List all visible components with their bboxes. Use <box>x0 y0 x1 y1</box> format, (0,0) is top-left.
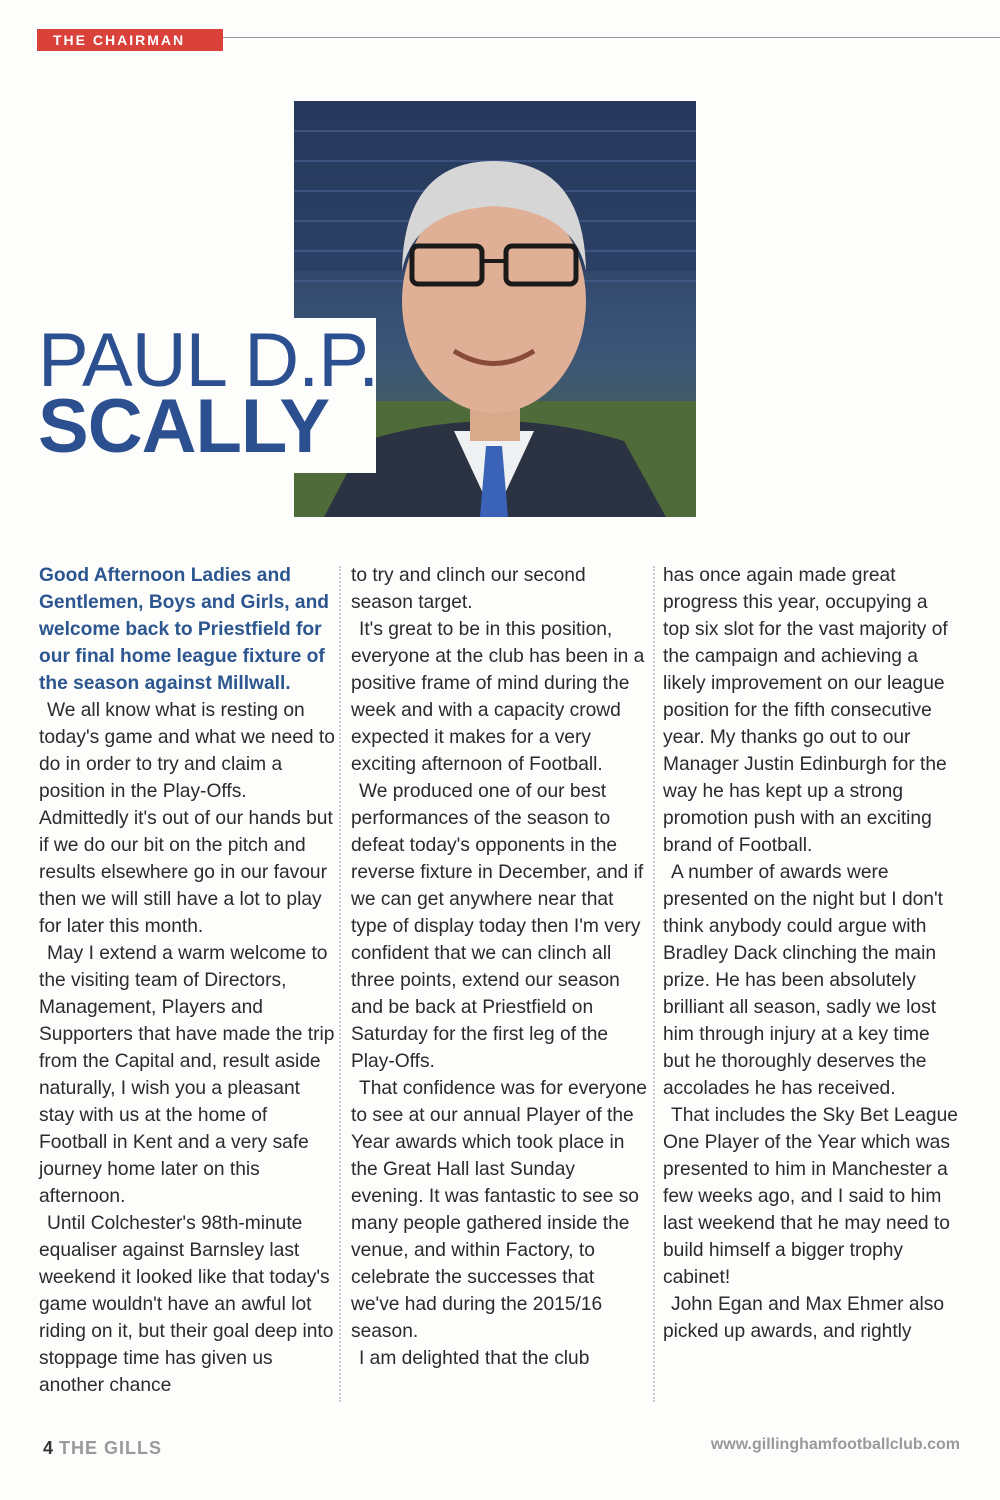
paragraph: We all know what is resting on today's game and what we need to do in order to try and claim a position in the Play-Offs. Admittedly it's out of our hands but if we do our bit on the pitch and results elsewhere go in our favour then we will still have a lot to play for later this month. <box>39 700 335 937</box>
paragraph: It's great to be in this position, everyone at the club has been in a positive frame of mind during the week and with a capacity crowd expected it makes for a very exciting afternoon of Football. <box>351 619 645 775</box>
paragraph: May I extend a warm welcome to the visiting team of Directors, Management, Players and Supporters that have made the trip from the Capital and, result aside naturally, I wish you a pleasant stay with us at the home of Football in Kent and a very safe journey home later on this afternoon. <box>39 943 335 1207</box>
article-column-3 <box>663 562 959 1345</box>
page-title <box>38 318 379 469</box>
article-column-1 <box>39 562 335 1399</box>
paragraph: to try and clinch our second season target. <box>351 565 586 613</box>
paragraph: That includes the Sky Bet League One Player of the Year which was presented to him in Manchester a few weeks ago, and I said to him last weekend that he may need to build himself a bigger trophy cabinet! <box>663 1105 958 1288</box>
lead-paragraph: Good Afternoon Ladies and Gentlemen, Boys and Girls, and welcome back to Priestfield for our final home league fixture of the season against Millwall. <box>39 565 330 694</box>
paragraph: Until Colchester's 98th-minute equaliser against Barnsley last weekend it looked like that today's game wouldn't have an awful lot riding on it, but their goal deep into stoppage time has given us another chance <box>39 1213 334 1396</box>
header-rule <box>223 37 1000 38</box>
paragraph: A number of awards were presented on the night but I don't think anybody could argue with Bradley Dack clinching the main prize. He has been absolutely brilliant all season, sadly we lost him through injury at a key time but he thoroughly deserves the accolades he has received. <box>663 862 943 1099</box>
section-tab: THE CHAIRMAN <box>37 29 223 51</box>
footer-url: www.gillinghamfootballclub.com <box>710 1436 960 1453</box>
page-number: 4 <box>43 1438 54 1458</box>
paragraph: I am delighted that the club <box>359 1348 590 1369</box>
article-column-2 <box>351 562 647 1372</box>
paragraph: John Egan and Max Ehmer also picked up awards, and rightly <box>663 1294 945 1342</box>
title-line-2: SCALLY <box>38 384 330 469</box>
publication-name: THE GILLS <box>59 1438 163 1458</box>
column-separator <box>653 566 655 1402</box>
paragraph: That confidence was for everyone to see at our annual Player of the Year awards which took place in the Great Hall last Sunday evening. It was fantastic to see so many people gathered inside the venue, and within Factory, to celebrate the successes that we've had during the 2015/16 season. <box>351 1078 647 1342</box>
paragraph: has once again made great progress this year, occupying a top six slot for the vast majority of the campaign and achieving a likely improvement on our league position for the fifth consecutive year. My thanks go out to our Manager Justin Edinburgh for the way he has kept up a strong promotion push with an exciting brand of Football. <box>663 565 948 856</box>
column-separator <box>339 566 341 1402</box>
title-line-1: PAUL D.P. <box>38 318 379 403</box>
footer-folio <box>43 1438 162 1459</box>
paragraph: We produced one of our best performances of the season to defeat today's opponents in the reverse fixture in December, and if we can get anywhere near that type of display today then I'm very confident that we can clinch all three points, extend our season and be back at Priestfield on Saturday for the first leg of the Play-Offs. <box>351 781 644 1072</box>
